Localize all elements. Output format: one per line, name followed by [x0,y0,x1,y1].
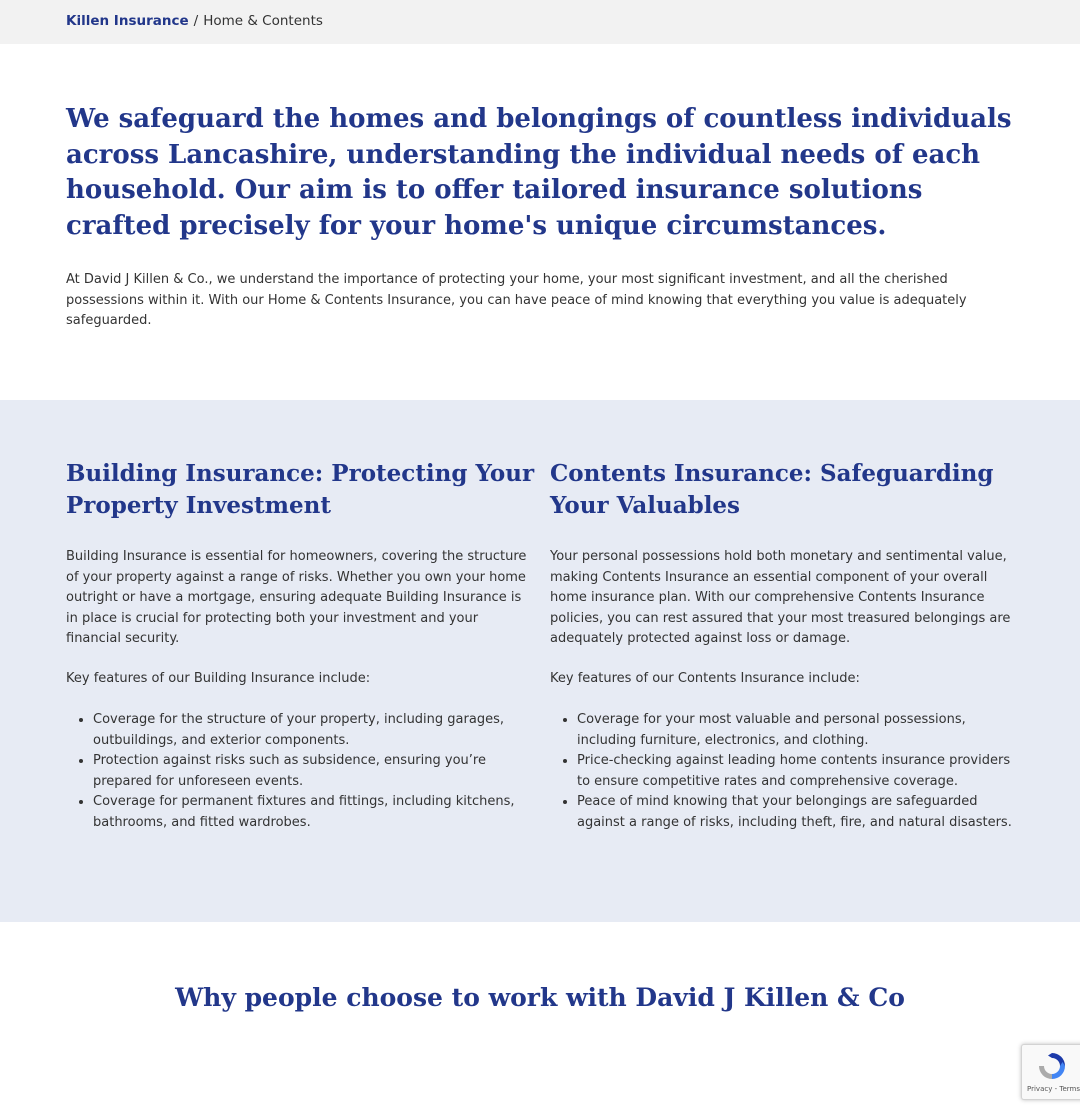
contents-insurance-column [550,458,1020,830]
contents-features-label: Key features of our Contents Insurance include: [550,671,860,686]
recaptcha-privacy-link[interactable]: Privacy [1027,1085,1053,1093]
breadcrumb-current: Home & Contents [203,13,323,29]
building-insurance-column [66,458,536,830]
breadcrumb [66,13,323,29]
building-insurance-text: Building Insurance is essential for homeowners, covering the structure of your property against a range of risks. Whether you own your home outright or have a mortgage, ensuring adequate Building Insurance is in place is crucial for protecting both your investment and your financial security. [66,549,527,646]
recaptcha-separator: - [1054,1085,1058,1093]
recaptcha-icon [1036,1050,1068,1082]
contents-feature-item: • Coverage for your most valuable and personal possessions, including furniture, electronics, and clothing. [577,710,1027,751]
intro-text: At David J Killen & Co., we understand the importance of protecting your home, your most significant investment, and all the cherished possessions within it. With our Home & Contents Insurance, you can have peace of mind knowing that everything you value is adequately safeguarded. [66,272,967,328]
building-feature-item: • Coverage for permanent fixtures and fittings, including kitchens, bathrooms, and fitted wardrobes. [93,792,543,833]
breadcrumb-bar [0,0,1080,44]
building-feature-item: • Coverage for the structure of your property, including garages, outbuildings, and exterior components. [93,710,543,751]
contents-insurance-heading: Contents Insurance: Safeguarding Your Valuables [550,460,994,519]
breadcrumb-home-link[interactable]: Killen Insurance [66,13,189,29]
recaptcha-badge[interactable] [1021,1044,1080,1100]
building-features-label: Key features of our Building Insurance include: [66,671,371,686]
building-feature-item: • Protection against risks such as subsidence, ensuring you’re prepared for unforeseen events. [93,751,543,792]
building-features-list [66,710,543,833]
recaptcha-terms-link[interactable]: Terms [1059,1085,1080,1093]
intro-section [0,44,1080,400]
why-choose-heading: Why people choose to work with David J Killen & Co [175,983,905,1012]
breadcrumb-separator: / [193,13,199,29]
building-insurance-heading: Building Insurance: Protecting Your Property Investment [66,460,535,519]
contents-feature-item: • Peace of mind knowing that your belongings are safeguarded against a range of risks, including theft, fire, and natural disasters. [577,792,1027,833]
recaptcha-links [1027,1085,1080,1094]
contents-insurance-text: Your personal possessions hold both monetary and sentimental value, making Contents Insurance an essential component of your overall home insurance plan. With our comprehensive Contents Insurance policies, you can rest assured that your most treasured belongings are adequately protected against loss or damage. [550,549,1011,646]
intro-heading: We safeguard the homes and belongings of countless individuals across Lancashire, understanding the individual needs of each household. Our aim is to offer tailored insurance solutions crafted precisely for your home's unique circumstances. [66,104,1012,241]
contents-features-list [550,710,1027,833]
insurance-features-section [0,400,1080,922]
why-choose-section [0,922,1080,1105]
contents-feature-item: • Price-checking against leading home contents insurance providers to ensure competitive rates and comprehensive coverage. [577,751,1027,792]
